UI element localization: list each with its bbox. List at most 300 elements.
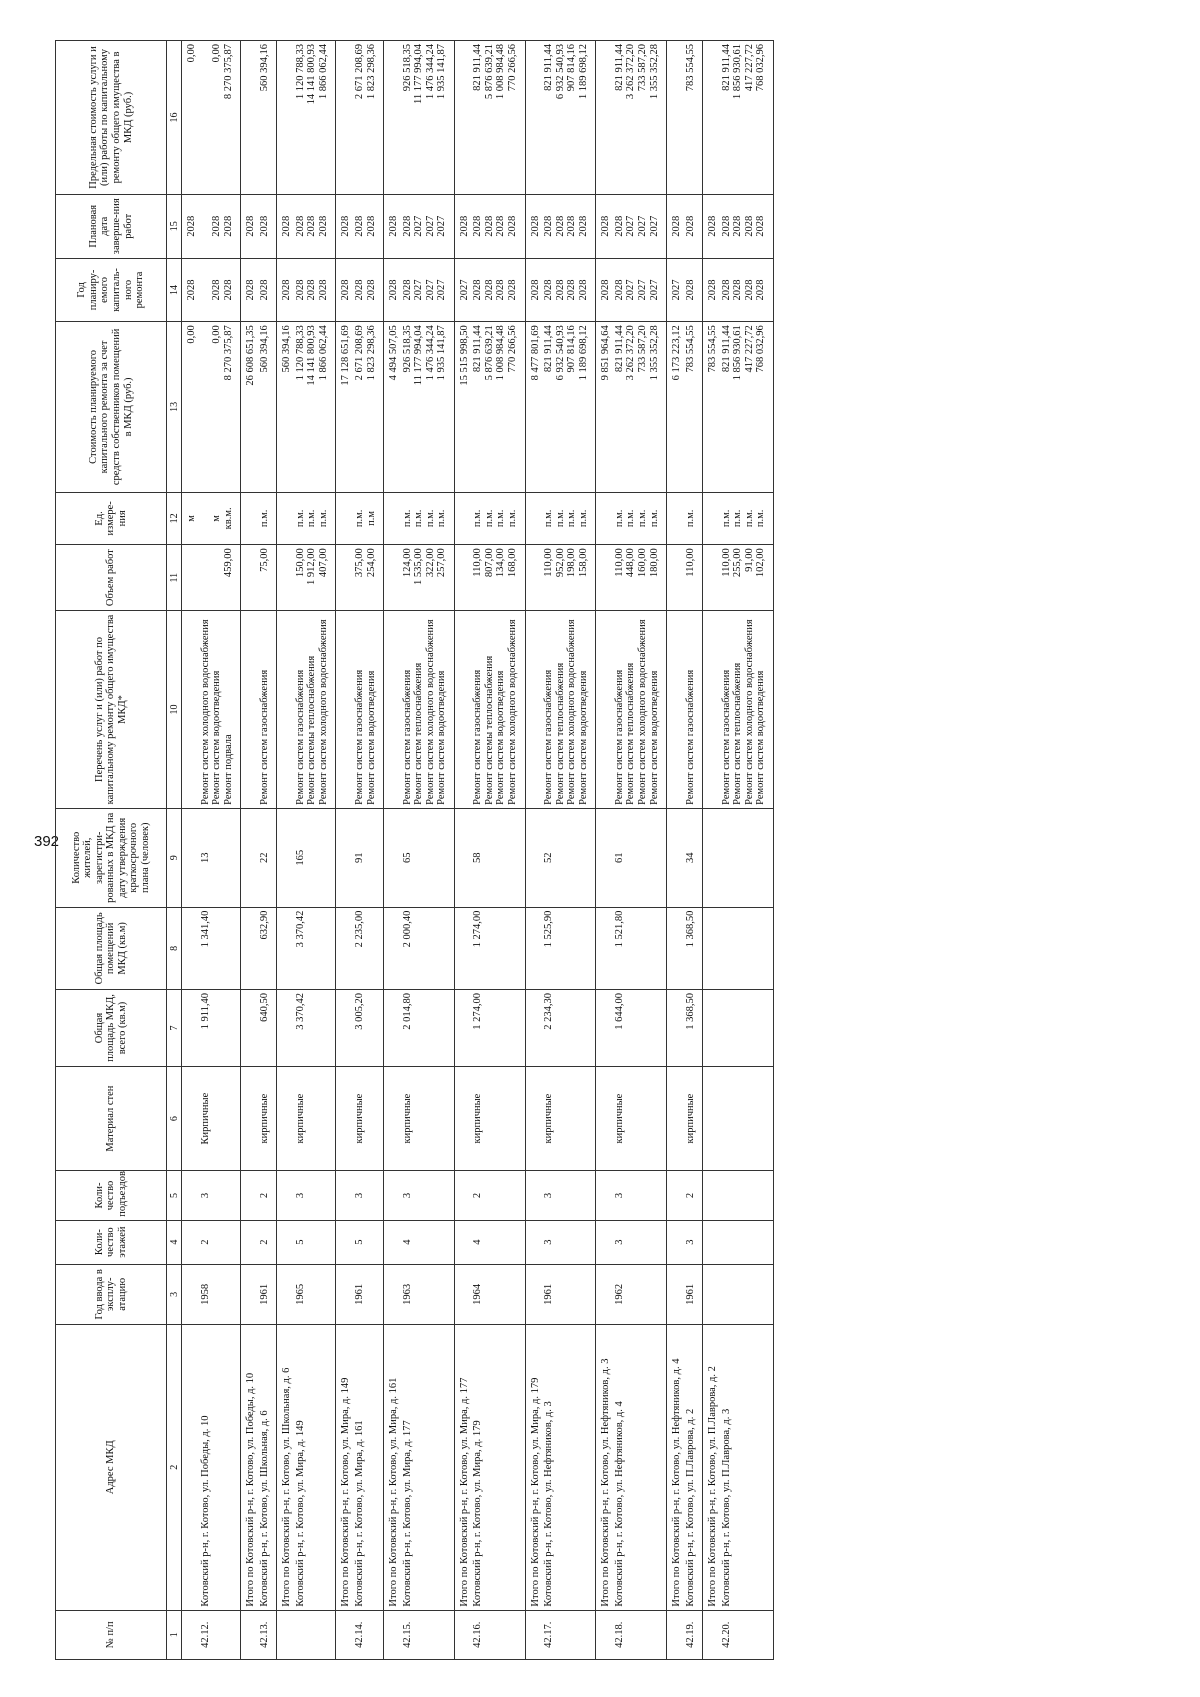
rooms-area	[384, 907, 401, 989]
rooms-area: 1 525,90	[542, 907, 596, 989]
completion-date-line: 2028	[529, 215, 541, 237]
work-type	[199, 611, 241, 809]
work-volume-line: 110,00	[472, 548, 484, 577]
work-volume-line: 255,00	[732, 548, 744, 578]
work-type	[241, 611, 258, 809]
total-row	[241, 41, 258, 1660]
total-area	[336, 990, 353, 1067]
row-number: 42.12.	[199, 1610, 241, 1659]
year-built	[454, 1264, 471, 1324]
row-number	[294, 1610, 336, 1659]
planned-cost-line: 9 851 964,64	[600, 325, 612, 381]
repair-year-line: 2028	[245, 279, 257, 301]
column-number: 1	[167, 1610, 182, 1659]
max-cost	[525, 41, 542, 195]
work-volume	[258, 545, 277, 611]
unit-line: м	[186, 515, 197, 522]
address: Итого по Котовский р-н, г. Котово, ул. П.Лаврова, д. 2	[703, 1325, 720, 1611]
rooms-area	[720, 907, 774, 989]
residents	[336, 808, 353, 907]
completion-date-line: 2028	[222, 215, 234, 237]
completion-date-line: 2028	[554, 215, 566, 237]
row-number	[241, 1610, 258, 1659]
work-volume-line: 158,00	[577, 548, 589, 578]
completion-date-line: 2028	[543, 215, 555, 237]
planned-cost-line: 733 587,20	[636, 325, 648, 373]
floors	[336, 1220, 353, 1264]
residents: 65	[401, 808, 455, 907]
repair-year-line: 2027	[458, 279, 470, 301]
completion-date-line: 2028	[707, 215, 719, 237]
completion-date	[542, 194, 596, 258]
residents: 34	[684, 808, 703, 907]
planned-cost-line: 0,00	[186, 325, 197, 344]
entrances	[336, 1171, 353, 1220]
work-type	[401, 611, 455, 809]
page-number: 392	[34, 833, 60, 850]
year-built	[596, 1264, 613, 1324]
row-number: 42.14.	[353, 1610, 384, 1659]
floors: 3	[684, 1220, 703, 1264]
total-area	[667, 990, 684, 1067]
completion-date-line: 2028	[566, 215, 578, 237]
total-area	[182, 990, 199, 1067]
planned-cost-line: 6 932 540,93	[554, 325, 566, 381]
work-type-line: Ремонт систем водоотведения	[436, 670, 448, 805]
column-number: 12	[167, 492, 182, 545]
total-row	[182, 41, 199, 1660]
unit	[199, 492, 241, 545]
column-header: Адрес МКД	[56, 1325, 167, 1611]
repair-year	[353, 258, 384, 322]
work-volume	[353, 545, 384, 611]
repair-year-line: 2028	[507, 279, 519, 301]
work-type	[542, 611, 596, 809]
max-cost-line: 2 671 208,69	[354, 44, 366, 100]
completion-date-line: 2028	[186, 215, 197, 237]
rooms-area	[336, 907, 353, 989]
column-number: 11	[167, 545, 182, 611]
completion-date-line: 2028	[732, 215, 744, 237]
unit	[684, 492, 703, 545]
wall-material	[182, 1066, 199, 1170]
column-header: Предельная стоимость услуги и (или) работы по капитальному ремонту общего имущества в МКД (руб.)	[56, 41, 167, 195]
max-cost	[703, 41, 720, 195]
row-number	[703, 1610, 720, 1659]
repair-year	[720, 258, 774, 322]
row-number: 42.16.	[471, 1610, 525, 1659]
repair-year	[667, 258, 684, 322]
repair-year-line: 2028	[401, 279, 413, 301]
entrances: 3	[401, 1171, 455, 1220]
year-built	[667, 1264, 684, 1324]
work-type-line: Ремонт систем теплоснабжения	[732, 662, 744, 805]
row-number: 42.20.	[720, 1610, 774, 1659]
planned-cost	[277, 322, 294, 492]
work-volume	[542, 545, 596, 611]
work-volume-line: 407,00	[317, 548, 329, 578]
completion-date-line: 2028	[472, 215, 484, 237]
completion-date-line: 2028	[600, 215, 612, 237]
planned-cost-line: 8 270 375,87	[222, 325, 234, 381]
completion-date-line: 2028	[245, 215, 257, 237]
completion-date-line: 2027	[625, 215, 637, 237]
year-built: 1962	[613, 1264, 667, 1324]
unit-line	[200, 496, 212, 542]
work-volume-line: 257,00	[436, 548, 448, 578]
residents	[241, 808, 258, 907]
repair-year	[294, 258, 336, 322]
unit-line: п.м.	[755, 509, 767, 528]
unit-line: п.м.	[294, 509, 306, 528]
completion-date-line: 2028	[495, 215, 507, 237]
work-type	[471, 611, 525, 809]
completion-date	[684, 194, 703, 258]
work-volume-line: 168,00	[507, 548, 519, 578]
mkd-row	[294, 41, 336, 1660]
address: Котовский р-н, г. Котово, ул. П.Лаврова, д. 3	[720, 1325, 774, 1611]
planned-cost	[542, 322, 596, 492]
work-type	[258, 611, 277, 809]
work-volume	[684, 545, 703, 611]
row-number	[182, 1610, 199, 1659]
residents: 22	[258, 808, 277, 907]
total-area	[720, 990, 774, 1067]
repair-year	[401, 258, 455, 322]
floors	[454, 1220, 471, 1264]
unit-line: п.м.	[354, 509, 366, 528]
planned-cost-line: 821 911,44	[543, 325, 555, 373]
repair-year-line: 2028	[543, 279, 555, 301]
wall-material: кирпичные	[684, 1066, 703, 1170]
work-type	[294, 611, 336, 809]
total-row	[384, 41, 401, 1660]
unit	[542, 492, 596, 545]
residents	[277, 808, 294, 907]
completion-date-line	[200, 198, 212, 255]
max-cost-line	[671, 44, 683, 191]
max-cost-line	[459, 44, 471, 191]
max-cost-line: 1 866 062,44	[317, 44, 329, 100]
repair-year-line: 2027	[436, 279, 448, 301]
work-type-line: Ремонт систем теплоснабжения	[554, 662, 566, 805]
work-type	[182, 611, 199, 809]
residents	[720, 808, 774, 907]
residents: 52	[542, 808, 596, 907]
address: Котовский р-н, г. Котово, ул. Мира, д. 177	[401, 1325, 455, 1611]
address: Котовский р-н, г. Котово, ул. Мира, д. 179	[471, 1325, 525, 1611]
address: Котовский р-н, г. Котово, ул. Нефтяников, д. 4	[613, 1325, 667, 1611]
planned-cost-line: 11 177 994,04	[413, 325, 425, 386]
max-cost-line: 821 911,44	[613, 44, 625, 91]
work-type-line: Ремонт систем газоснабжения	[720, 669, 732, 805]
planned-cost	[613, 322, 667, 492]
wall-material	[384, 1066, 401, 1170]
column-header: Год ввода в эксплу-атацию	[56, 1264, 167, 1324]
completion-date	[703, 194, 720, 258]
table-body	[182, 41, 774, 1660]
wall-material	[277, 1066, 294, 1170]
column-header: Объем работ	[56, 545, 167, 611]
unit	[401, 492, 455, 545]
max-cost-line: 1 935 141,87	[436, 44, 448, 100]
planned-cost-line: 5 876 639,21	[483, 325, 495, 381]
work-type-line: Ремонт систем холодного водоснабжения	[636, 619, 648, 805]
max-cost-line: 1 476 344,24	[424, 44, 436, 100]
mkd-row	[401, 41, 455, 1660]
total-area: 1 644,00	[613, 990, 667, 1067]
completion-date-line: 2028	[281, 215, 293, 237]
year-built	[384, 1264, 401, 1324]
column-header: Ед. измере-ния	[56, 492, 167, 545]
address: Котовский р-н, г. Котово, ул. Нефтяников, д. 3	[542, 1325, 596, 1611]
completion-date-line: 2028	[458, 215, 470, 237]
planned-cost-line: 15 515 998,50	[458, 325, 470, 386]
max-cost-line: 1 008 984,48	[495, 44, 507, 100]
wall-material: кирпичные	[353, 1066, 384, 1170]
total-area: 1 911,40	[199, 990, 241, 1067]
entrances	[720, 1171, 774, 1220]
address: Итого по Котовский р-н, г. Котово, ул. Мира, д. 179	[525, 1325, 542, 1611]
mkd-row	[471, 41, 525, 1660]
wall-material	[703, 1066, 720, 1170]
year-built	[703, 1264, 720, 1324]
work-type-line: Ремонт систем газоснабжения	[613, 669, 625, 805]
residents	[182, 808, 199, 907]
planned-cost	[596, 322, 613, 492]
work-volume-line: 124,00	[401, 548, 413, 578]
planned-cost-line: 3 262 372,20	[625, 325, 637, 381]
unit-line: п.м.	[317, 509, 329, 528]
work-volume-line: 807,00	[483, 548, 495, 578]
max-cost	[667, 41, 684, 195]
max-cost-line: 1 856 930,61	[732, 44, 744, 100]
max-cost-line: 821 911,44	[543, 44, 555, 91]
residents	[703, 808, 720, 907]
entrances	[667, 1171, 684, 1220]
column-number: 3	[167, 1264, 182, 1324]
planned-cost	[454, 322, 471, 492]
floors	[596, 1220, 613, 1264]
unit-line: п.м.	[483, 509, 495, 528]
rooms-area: 3 370,42	[294, 907, 336, 989]
floors	[667, 1220, 684, 1264]
repair-year	[336, 258, 353, 322]
entrances	[182, 1171, 199, 1220]
repair-year	[241, 258, 258, 322]
work-volume-line: 134,00	[495, 548, 507, 578]
completion-date-line: 2028	[401, 215, 413, 237]
total-row	[277, 41, 294, 1660]
wall-material: кирпичные	[294, 1066, 336, 1170]
work-type	[336, 611, 353, 809]
unit	[454, 492, 471, 545]
work-type	[720, 611, 774, 809]
unit-line: п.м.	[507, 509, 519, 528]
planned-cost	[294, 322, 336, 492]
max-cost	[241, 41, 258, 195]
completion-date	[241, 194, 258, 258]
work-volume	[294, 545, 336, 611]
completion-date	[199, 194, 241, 258]
repair-year	[277, 258, 294, 322]
max-cost	[199, 41, 241, 195]
year-built	[277, 1264, 294, 1324]
rooms-area	[454, 907, 471, 989]
floors: 5	[294, 1220, 336, 1264]
max-cost	[613, 41, 667, 195]
column-number: 4	[167, 1220, 182, 1264]
row-number	[525, 1610, 542, 1659]
floors	[525, 1220, 542, 1264]
row-number: 42.13.	[258, 1610, 277, 1659]
max-cost	[596, 41, 613, 195]
work-volume-line: 1 535,00	[413, 548, 425, 585]
entrances: 3	[353, 1171, 384, 1220]
work-volume-line: 322,00	[424, 548, 436, 578]
rooms-area	[277, 907, 294, 989]
total-area	[525, 990, 542, 1067]
max-cost	[471, 41, 525, 195]
residents	[596, 808, 613, 907]
repair-year	[613, 258, 667, 322]
row-number: 42.19.	[684, 1610, 703, 1659]
completion-date	[384, 194, 401, 258]
residents: 58	[471, 808, 525, 907]
max-cost-line	[707, 44, 719, 191]
unit-line: п.м.	[472, 509, 484, 528]
rotated-table-area	[55, 40, 1175, 1660]
residents: 61	[613, 808, 667, 907]
completion-date-line: 2028	[388, 215, 400, 237]
column-number: 15	[167, 194, 182, 258]
planned-cost-line: 1 120 788,33	[294, 325, 306, 381]
rooms-area	[525, 907, 542, 989]
unit	[336, 492, 353, 545]
planned-cost	[525, 322, 542, 492]
wall-material	[720, 1066, 774, 1170]
unit-line: п.м.	[495, 509, 507, 528]
max-cost	[720, 41, 774, 195]
work-volume	[525, 545, 542, 611]
column-header: Общая площадь помещений МКД (кв.м)	[56, 907, 167, 989]
completion-date	[596, 194, 613, 258]
planned-cost-line: 8 477 801,69	[529, 325, 541, 381]
floors: 4	[471, 1220, 525, 1264]
column-header: № п/п	[56, 1610, 167, 1659]
work-volume	[182, 545, 199, 611]
completion-date-line: 2028	[365, 215, 377, 237]
completion-date-line: 2027	[436, 215, 448, 237]
max-cost-line	[281, 44, 293, 191]
planned-cost-line: 1 856 930,61	[732, 325, 744, 381]
repair-year-line: 2027	[413, 279, 425, 301]
max-cost	[542, 41, 596, 195]
work-volume	[384, 545, 401, 611]
year-built: 1963	[401, 1264, 455, 1324]
max-cost	[401, 41, 455, 195]
planned-cost-line: 560 394,16	[258, 325, 270, 373]
planned-cost-line: 770 266,56	[507, 325, 519, 373]
entrances	[454, 1171, 471, 1220]
completion-date	[720, 194, 774, 258]
row-number	[596, 1610, 613, 1659]
repair-year-line: 2028	[472, 279, 484, 301]
max-cost-line: 733 587,20	[636, 44, 648, 92]
repair-year	[258, 258, 277, 322]
repair-year	[525, 258, 542, 322]
row-number	[384, 1610, 401, 1659]
unit	[596, 492, 613, 545]
repair-year-line: 2028	[281, 279, 293, 301]
max-cost-line: 768 032,96	[755, 44, 767, 92]
work-type	[525, 611, 542, 809]
work-volume-line	[211, 548, 223, 607]
repair-year	[596, 258, 613, 322]
planned-cost	[720, 322, 774, 492]
unit	[613, 492, 667, 545]
work-type-line: Ремонт систем холодного водоснабжения	[317, 619, 329, 805]
unit-line: п.м.	[413, 509, 425, 528]
residents	[384, 808, 401, 907]
work-type-line: Ремонт систем теплоснабжения	[413, 662, 425, 805]
work-type	[353, 611, 384, 809]
work-volume	[401, 545, 455, 611]
entrances: 3	[542, 1171, 596, 1220]
completion-date	[277, 194, 294, 258]
column-number: 8	[167, 907, 182, 989]
work-volume	[471, 545, 525, 611]
repair-year	[182, 258, 199, 322]
unit-line: п.м.	[258, 509, 270, 528]
max-cost-line: 907 814,16	[566, 44, 578, 92]
completion-date-line: 2027	[636, 215, 648, 237]
entrances	[384, 1171, 401, 1220]
work-type-line: Ремонт систем холодного водоснабжения	[424, 619, 436, 805]
work-type	[384, 611, 401, 809]
total-row	[596, 41, 613, 1660]
completion-date	[525, 194, 542, 258]
max-cost-line: 1 355 352,28	[648, 44, 660, 100]
repair-year-line: 2027	[636, 279, 648, 301]
address: Итого по Котовский р-н, г. Котово, ул. Нефтяников, д. 4	[667, 1325, 684, 1611]
wall-material	[454, 1066, 471, 1170]
mkd-row	[613, 41, 667, 1660]
total-row	[454, 41, 471, 1660]
work-type	[613, 611, 667, 809]
planned-cost-line: 0,00	[211, 325, 223, 344]
work-type-line: Ремонт подвала	[222, 734, 234, 805]
address: Котовский р-н, г. Котово, ул. Школьная, д. 6	[258, 1325, 277, 1611]
completion-date	[336, 194, 353, 258]
row-number	[277, 1610, 294, 1659]
column-number: 16	[167, 41, 182, 195]
planned-cost-line: 1 008 984,48	[495, 325, 507, 381]
address: Котовский р-н, г. Котово, ул. Мира, д. 161	[353, 1325, 384, 1611]
year-built	[336, 1264, 353, 1324]
repair-year	[471, 258, 525, 322]
year-built: 1961	[258, 1264, 277, 1324]
row-number	[454, 1610, 471, 1659]
completion-date	[294, 194, 336, 258]
max-cost-line	[600, 44, 612, 191]
max-cost	[384, 41, 401, 195]
work-volume-line: 1 912,00	[306, 548, 318, 585]
completion-date-line: 2028	[577, 215, 589, 237]
column-header: Перечень услуг и (или) работ по капитальному ремонту общего имущества МКД*	[56, 611, 167, 809]
work-type	[596, 611, 613, 809]
work-type-line: Ремонт систем газоснабжения	[684, 669, 696, 805]
